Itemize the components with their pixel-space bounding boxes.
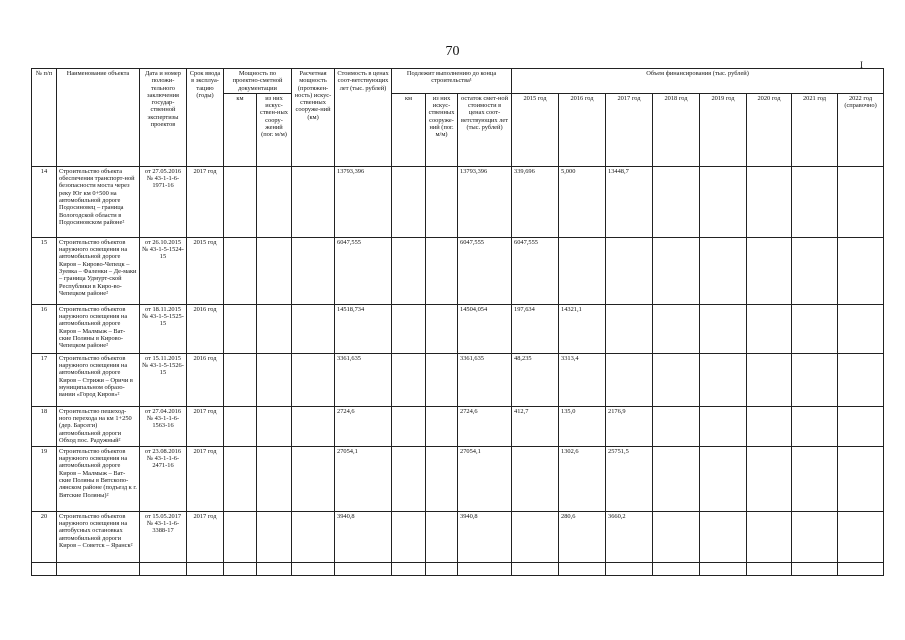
cell-calc-capacity xyxy=(292,166,335,237)
cell-fin-2021 xyxy=(792,304,838,353)
cell-fin-2022 xyxy=(838,446,884,511)
cell-fin-2015: 6047,555 xyxy=(512,237,559,304)
cell-date: от 26.10.2015 № 43-1-5-1524-15 xyxy=(140,237,187,304)
header-km: км xyxy=(224,93,257,166)
cell-num: 17 xyxy=(32,353,57,406)
cell-calc-capacity xyxy=(292,446,335,511)
cell-artificial xyxy=(257,446,292,511)
cell-km xyxy=(224,446,257,511)
header-year-2019: 2019 год xyxy=(700,93,747,166)
cell-fin-2019 xyxy=(700,406,747,446)
cell-remaining: 3361,635 xyxy=(458,353,512,406)
cell-fin-2022 xyxy=(838,237,884,304)
cell-fin-2020 xyxy=(747,446,792,511)
cell-km2 xyxy=(392,406,426,446)
cell-artificial2 xyxy=(426,304,458,353)
cell-term: 2017 год xyxy=(187,406,224,446)
cell-fin-2018 xyxy=(653,511,700,562)
cell-cost: 3940,8 xyxy=(335,511,392,562)
cell-fin-2015: 412,7 xyxy=(512,406,559,446)
cell-cost: 14518,734 xyxy=(335,304,392,353)
cell-remaining: 14504,054 xyxy=(458,304,512,353)
cell-fin-2020 xyxy=(747,237,792,304)
cell-artificial2 xyxy=(426,446,458,511)
header-year-2021: 2021 год xyxy=(792,93,838,166)
cell-date: от 18.11.2015 № 43-1-5-1525-15 xyxy=(140,304,187,353)
cell-fin-2015: 197,634 xyxy=(512,304,559,353)
header-num: № п/п xyxy=(32,69,57,167)
cell-date: от 27.05.2016 № 43-1-1-6-1971-16 xyxy=(140,166,187,237)
cell-artificial xyxy=(257,237,292,304)
cell-fin-2016: 1302,6 xyxy=(559,446,606,511)
cell-fin-2019 xyxy=(700,304,747,353)
cell-remaining: 13793,396 xyxy=(458,166,512,237)
cell-artificial2 xyxy=(426,353,458,406)
table-row xyxy=(32,237,884,304)
cell-fin-2020 xyxy=(747,166,792,237)
cell-km2 xyxy=(392,353,426,406)
cell-fin-2017 xyxy=(606,237,653,304)
cell-cost: 3361,635 xyxy=(335,353,392,406)
cell-fin-2019 xyxy=(700,446,747,511)
cell-artificial2 xyxy=(426,511,458,562)
cell-fin-2021 xyxy=(792,166,838,237)
cell-fin-2021 xyxy=(792,511,838,562)
cell-fin-2019 xyxy=(700,166,747,237)
header-financing-group: Объем финансирования (тыс. рублей) xyxy=(512,69,884,94)
header-calc-capacity: Расчетная мощность (протяжен-ность) искус-ственных сооруже-ний (км) xyxy=(292,69,335,167)
cell-fin-2017: 2176,9 xyxy=(606,406,653,446)
cell-num: 16 xyxy=(32,304,57,353)
cell-fin-2017: 25751,5 xyxy=(606,446,653,511)
header-artificial2: из них искус-ственных сооруже-ний (пог. м/м) xyxy=(426,93,458,166)
cell-km xyxy=(224,511,257,562)
cell-km2 xyxy=(392,237,426,304)
header-km2: км xyxy=(392,93,426,166)
table-row xyxy=(32,166,884,237)
cell-cost: 27054,1 xyxy=(335,446,392,511)
table-row xyxy=(32,406,884,446)
header-cost: Стоимость в ценах соот-ветствующих лет (тыс. рублей) xyxy=(335,69,392,167)
cell-name: Строительство объектов наружного освещения на автобусных остановках автомобильной дороги Киров – Советск – Яранск² xyxy=(57,511,140,562)
cell-date: от 23.08.2016 № 43-1-1-6-2471-16 xyxy=(140,446,187,511)
cell-calc-capacity xyxy=(292,237,335,304)
header-row-1 xyxy=(32,69,884,94)
cell-fin-2016 xyxy=(559,237,606,304)
cell-fin-2015: 339,696 xyxy=(512,166,559,237)
cell-artificial xyxy=(257,511,292,562)
cell-artificial xyxy=(257,166,292,237)
cell-name: Строительство пешеход-ного перехода на км 1+250 (дер. Барсеги) автомобильной дороги Обход пос. Радужный² xyxy=(57,406,140,446)
cell-fin-2018 xyxy=(653,353,700,406)
cell-fin-2021 xyxy=(792,406,838,446)
cell-fin-2022 xyxy=(838,406,884,446)
cell-fin-2015 xyxy=(512,446,559,511)
cell-name: Строительство объекта обеспечения транспорт-ной безопасности моста через реку Юг км 0+500 на автомобильной дороге Подосиновец – граница Вологодской области в Подосиновском районе² xyxy=(57,166,140,237)
cell-km2 xyxy=(392,304,426,353)
cell-cost: 2724,6 xyxy=(335,406,392,446)
cell-calc-capacity xyxy=(292,406,335,446)
cell-term: 2017 год xyxy=(187,511,224,562)
header-capacity-group: Мощность по проектно-сметной документации xyxy=(224,69,292,94)
cell-remaining: 27054,1 xyxy=(458,446,512,511)
cell-fin-2022 xyxy=(838,511,884,562)
header-year-2017: 2017 год xyxy=(606,93,653,166)
cell-km xyxy=(224,304,257,353)
header-year-2018: 2018 год xyxy=(653,93,700,166)
cell-num: 20 xyxy=(32,511,57,562)
cell-fin-2018 xyxy=(653,406,700,446)
cell-date: от 27.04.2016 № 43-1-1-6-1563-16 xyxy=(140,406,187,446)
cell-fin-2022 xyxy=(838,166,884,237)
cell-fin-2021 xyxy=(792,446,838,511)
cell-fin-2018 xyxy=(653,166,700,237)
cell-fin-2016: 135,0 xyxy=(559,406,606,446)
cell-remaining: 2724,6 xyxy=(458,406,512,446)
cell-artificial xyxy=(257,353,292,406)
cell-fin-2016: 5,000 xyxy=(559,166,606,237)
header-remaining: остаток смет-ной стоимости в ценах соот-ветствующих лет (тыс. рублей) xyxy=(458,93,512,166)
header-year-2016: 2016 год xyxy=(559,93,606,166)
cell-term: 2017 год xyxy=(187,446,224,511)
cell-fin-2022 xyxy=(838,304,884,353)
header-year-2020: 2020 год xyxy=(747,93,792,166)
cell-name: Строительство объектов наружного освещения на автомобильной дороге Киров – Кирово-Чепецк – Зуевка – Фаленки – Де-маки – граница Удмурт-ской Республики в Киро-во-Чепецком районе² xyxy=(57,237,140,304)
cell-km xyxy=(224,406,257,446)
financing-table xyxy=(31,68,884,576)
financing-table-container xyxy=(31,68,884,576)
cell-fin-2022 xyxy=(838,353,884,406)
cell-fin-2017: 3660,2 xyxy=(606,511,653,562)
cell-artificial2 xyxy=(426,237,458,304)
header-name: Наименование объекта xyxy=(57,69,140,167)
cell-fin-2018 xyxy=(653,237,700,304)
cell-calc-capacity xyxy=(292,304,335,353)
table-row xyxy=(32,353,884,406)
cell-term: 2016 год xyxy=(187,304,224,353)
cell-km xyxy=(224,353,257,406)
cell-fin-2019 xyxy=(700,237,747,304)
cell-date: от 15.05.2017 № 43-1-1-6-3388-17 xyxy=(140,511,187,562)
cell-fin-2020 xyxy=(747,406,792,446)
table-row xyxy=(32,511,884,562)
header-year-2015: 2015 год xyxy=(512,93,559,166)
cell-fin-2018 xyxy=(653,446,700,511)
cell-artificial xyxy=(257,406,292,446)
cell-km2 xyxy=(392,511,426,562)
cell-fin-2020 xyxy=(747,511,792,562)
cell-fin-2016: 3313,4 xyxy=(559,353,606,406)
header-completion-group: Подлежит выполнению до конца строительства¹ xyxy=(392,69,512,94)
cell-artificial xyxy=(257,304,292,353)
cell-num: 18 xyxy=(32,406,57,446)
cell-fin-2018 xyxy=(653,304,700,353)
cell-fin-2021 xyxy=(792,237,838,304)
cell-fin-2015 xyxy=(512,511,559,562)
cell-fin-2020 xyxy=(747,353,792,406)
cell-num: 14 xyxy=(32,166,57,237)
cell-name: Строительство объектов наружного освещения на автомобильной дороге Киров – Малмыж – Ват-ские Поляны в Вятскопо-лянском районе (подъезд к г. Вятские Поляны)² xyxy=(57,446,140,511)
cell-km xyxy=(224,166,257,237)
cell-calc-capacity xyxy=(292,353,335,406)
page-number: 70 xyxy=(445,44,460,59)
header-term: Срок ввода в эксплуа-тацию (годы) xyxy=(187,69,224,167)
cell-km2 xyxy=(392,446,426,511)
table-row xyxy=(32,446,884,511)
cell-fin-2017: 13448,7 xyxy=(606,166,653,237)
cell-fin-2019 xyxy=(700,511,747,562)
cell-remaining: 3940,8 xyxy=(458,511,512,562)
cell-km2 xyxy=(392,166,426,237)
cell-remaining: 6047,555 xyxy=(458,237,512,304)
cell-num: 19 xyxy=(32,446,57,511)
corner-mark: I xyxy=(860,60,863,70)
cell-cost: 13793,396 xyxy=(335,166,392,237)
header-year-2022: 2022 год (справочно) xyxy=(838,93,884,166)
cell-fin-2020 xyxy=(747,304,792,353)
cell-fin-2017 xyxy=(606,353,653,406)
cell-artificial2 xyxy=(426,166,458,237)
cell-term: 2015 год xyxy=(187,237,224,304)
cell-km xyxy=(224,237,257,304)
cell-term: 2017 год xyxy=(187,166,224,237)
cell-fin-2016: 14321,1 xyxy=(559,304,606,353)
cell-fin-2019 xyxy=(700,353,747,406)
cell-num: 15 xyxy=(32,237,57,304)
cell-artificial2 xyxy=(426,406,458,446)
cell-cost: 6047,555 xyxy=(335,237,392,304)
cell-term: 2016 год xyxy=(187,353,224,406)
cell-name: Строительство объектов наружного освещения на автомобильной дороге Киров – Стрижи – Оричи в муниципальном образо-вании «Город Киров»² xyxy=(57,353,140,406)
cell-date: от 15.11.2015 № 43-1-5-1526-15 xyxy=(140,353,187,406)
cell-fin-2015: 48,235 xyxy=(512,353,559,406)
header-date: Дата и номер положи-тельного заключения государ-ственной экспертизы проектов xyxy=(140,69,187,167)
header-artificial: из них искус-ствен-ных соору-жений (пог. м/м) xyxy=(257,93,292,166)
cell-fin-2017 xyxy=(606,304,653,353)
cell-calc-capacity xyxy=(292,511,335,562)
table-row xyxy=(32,304,884,353)
table-row-continued xyxy=(32,562,884,575)
cell-fin-2021 xyxy=(792,353,838,406)
cell-name: Строительство объектов наружного освещения на автомобильной дороге Киров – Малмыж – Ват-ские Поляны в Кирово-Чепецком районе² xyxy=(57,304,140,353)
cell-fin-2016: 280,6 xyxy=(559,511,606,562)
